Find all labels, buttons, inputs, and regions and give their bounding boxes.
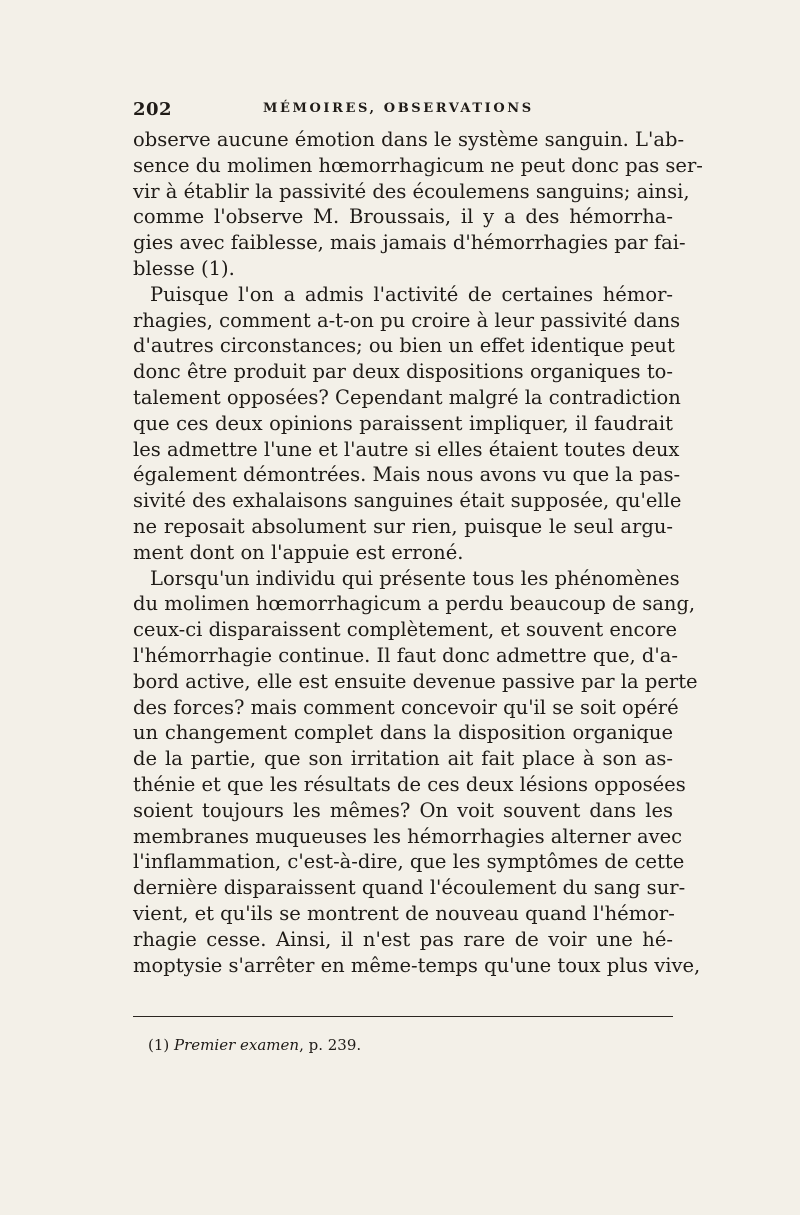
text-line: vient, et qu'ils se montrent de nouveau quand l'hémor- [133, 901, 675, 925]
page-header [133, 99, 673, 121]
text-line: observe aucune émotion dans le système sanguin. L'ab- [133, 128, 685, 151]
text-line: sivité des exhalaisons sanguines était supposée, qu'elle [133, 489, 682, 513]
text-line: bord active, elle est ensuite devenue passive par la perte [133, 669, 698, 693]
text-line: de la partie, que son irritation ait fait place à son as- [133, 747, 673, 771]
text-line: moptysie s'arrêter en même-temps qu'une toux plus vive, [133, 953, 701, 977]
text-line: vir à établir la passivité des écoulemens sanguins; ainsi, [133, 179, 690, 203]
text-line: l'hémorrhagie continue. Il faut donc admettre que, d'a- [133, 643, 678, 667]
text-line: soient toujours les mêmes? On voit souvent dans les [133, 798, 673, 822]
text-line: talement opposées? Cependant malgré la contradiction [133, 385, 681, 409]
text-line: également démontrées. Mais nous avons vu que la pas- [133, 463, 681, 487]
text-line: dernière disparaissent quand l'écoulement du sang sur- [133, 876, 686, 900]
text-line: gies avec faiblesse, mais jamais d'hémorrhagies par fai- [133, 231, 686, 255]
text-line: ne reposait absolument sur rien, puisque le seul argu- [133, 514, 673, 538]
text-line: blesse (1). [133, 256, 235, 280]
page-number: 202 [133, 99, 173, 120]
footnote [148, 1036, 361, 1054]
text-line: comme l'observe M. Broussais, il y a des hémorrha- [133, 205, 673, 229]
body-text [133, 127, 703, 978]
text-line: thénie et que les résultats de ces deux lésions opposées [133, 772, 686, 796]
running-title: MÉMOIRES, OBSERVATIONS [263, 101, 534, 116]
footnote-page-ref: , p. 239. [299, 1036, 362, 1054]
text-line: des forces? mais comment concevoir qu'il se soit opéré [133, 695, 679, 719]
text-line: l'inflammation, c'est-à-dire, que les symptômes de cette [133, 850, 685, 874]
text-line: les admettre l'une et l'autre si elles étaient toutes deux [133, 437, 680, 461]
text-line: rhagies, comment a-t-on pu croire à leur passivité dans [133, 308, 681, 332]
footnote-marker: (1) [148, 1036, 170, 1054]
text-line: ceux-ci disparaissent complètement, et souvent encore [133, 618, 678, 642]
text-line: d'autres circonstances; ou bien un effet identique peut [133, 334, 675, 358]
footnote-title: Premier examen [174, 1036, 300, 1054]
text-line: du molimen hœmorrhagicum a perdu beaucoup de sang, [133, 592, 696, 616]
text-line: sence du molimen hœmorrhagicum ne peut donc pas ser- [133, 153, 703, 177]
text-line: rhagie cesse. Ainsi, il n'est pas rare de voir une hé- [133, 927, 673, 951]
text-line: Lorsqu'un individu qui présente tous les phénomènes [150, 566, 680, 590]
text-line: un changement complet dans la disposition organique [133, 721, 673, 745]
text-line: membranes muqueuses les hémorrhagies alterner avec [133, 824, 683, 848]
text-line: Puisque l'on a admis l'activité de certaines hémor- [150, 282, 673, 306]
text-line: ment dont on l'appuie est erroné. [133, 540, 464, 564]
footnote-rule [133, 1016, 673, 1017]
text-line: donc être produit par deux dispositions organiques to- [133, 360, 673, 384]
text-line: que ces deux opinions paraissent impliquer, il faudrait [133, 411, 673, 435]
